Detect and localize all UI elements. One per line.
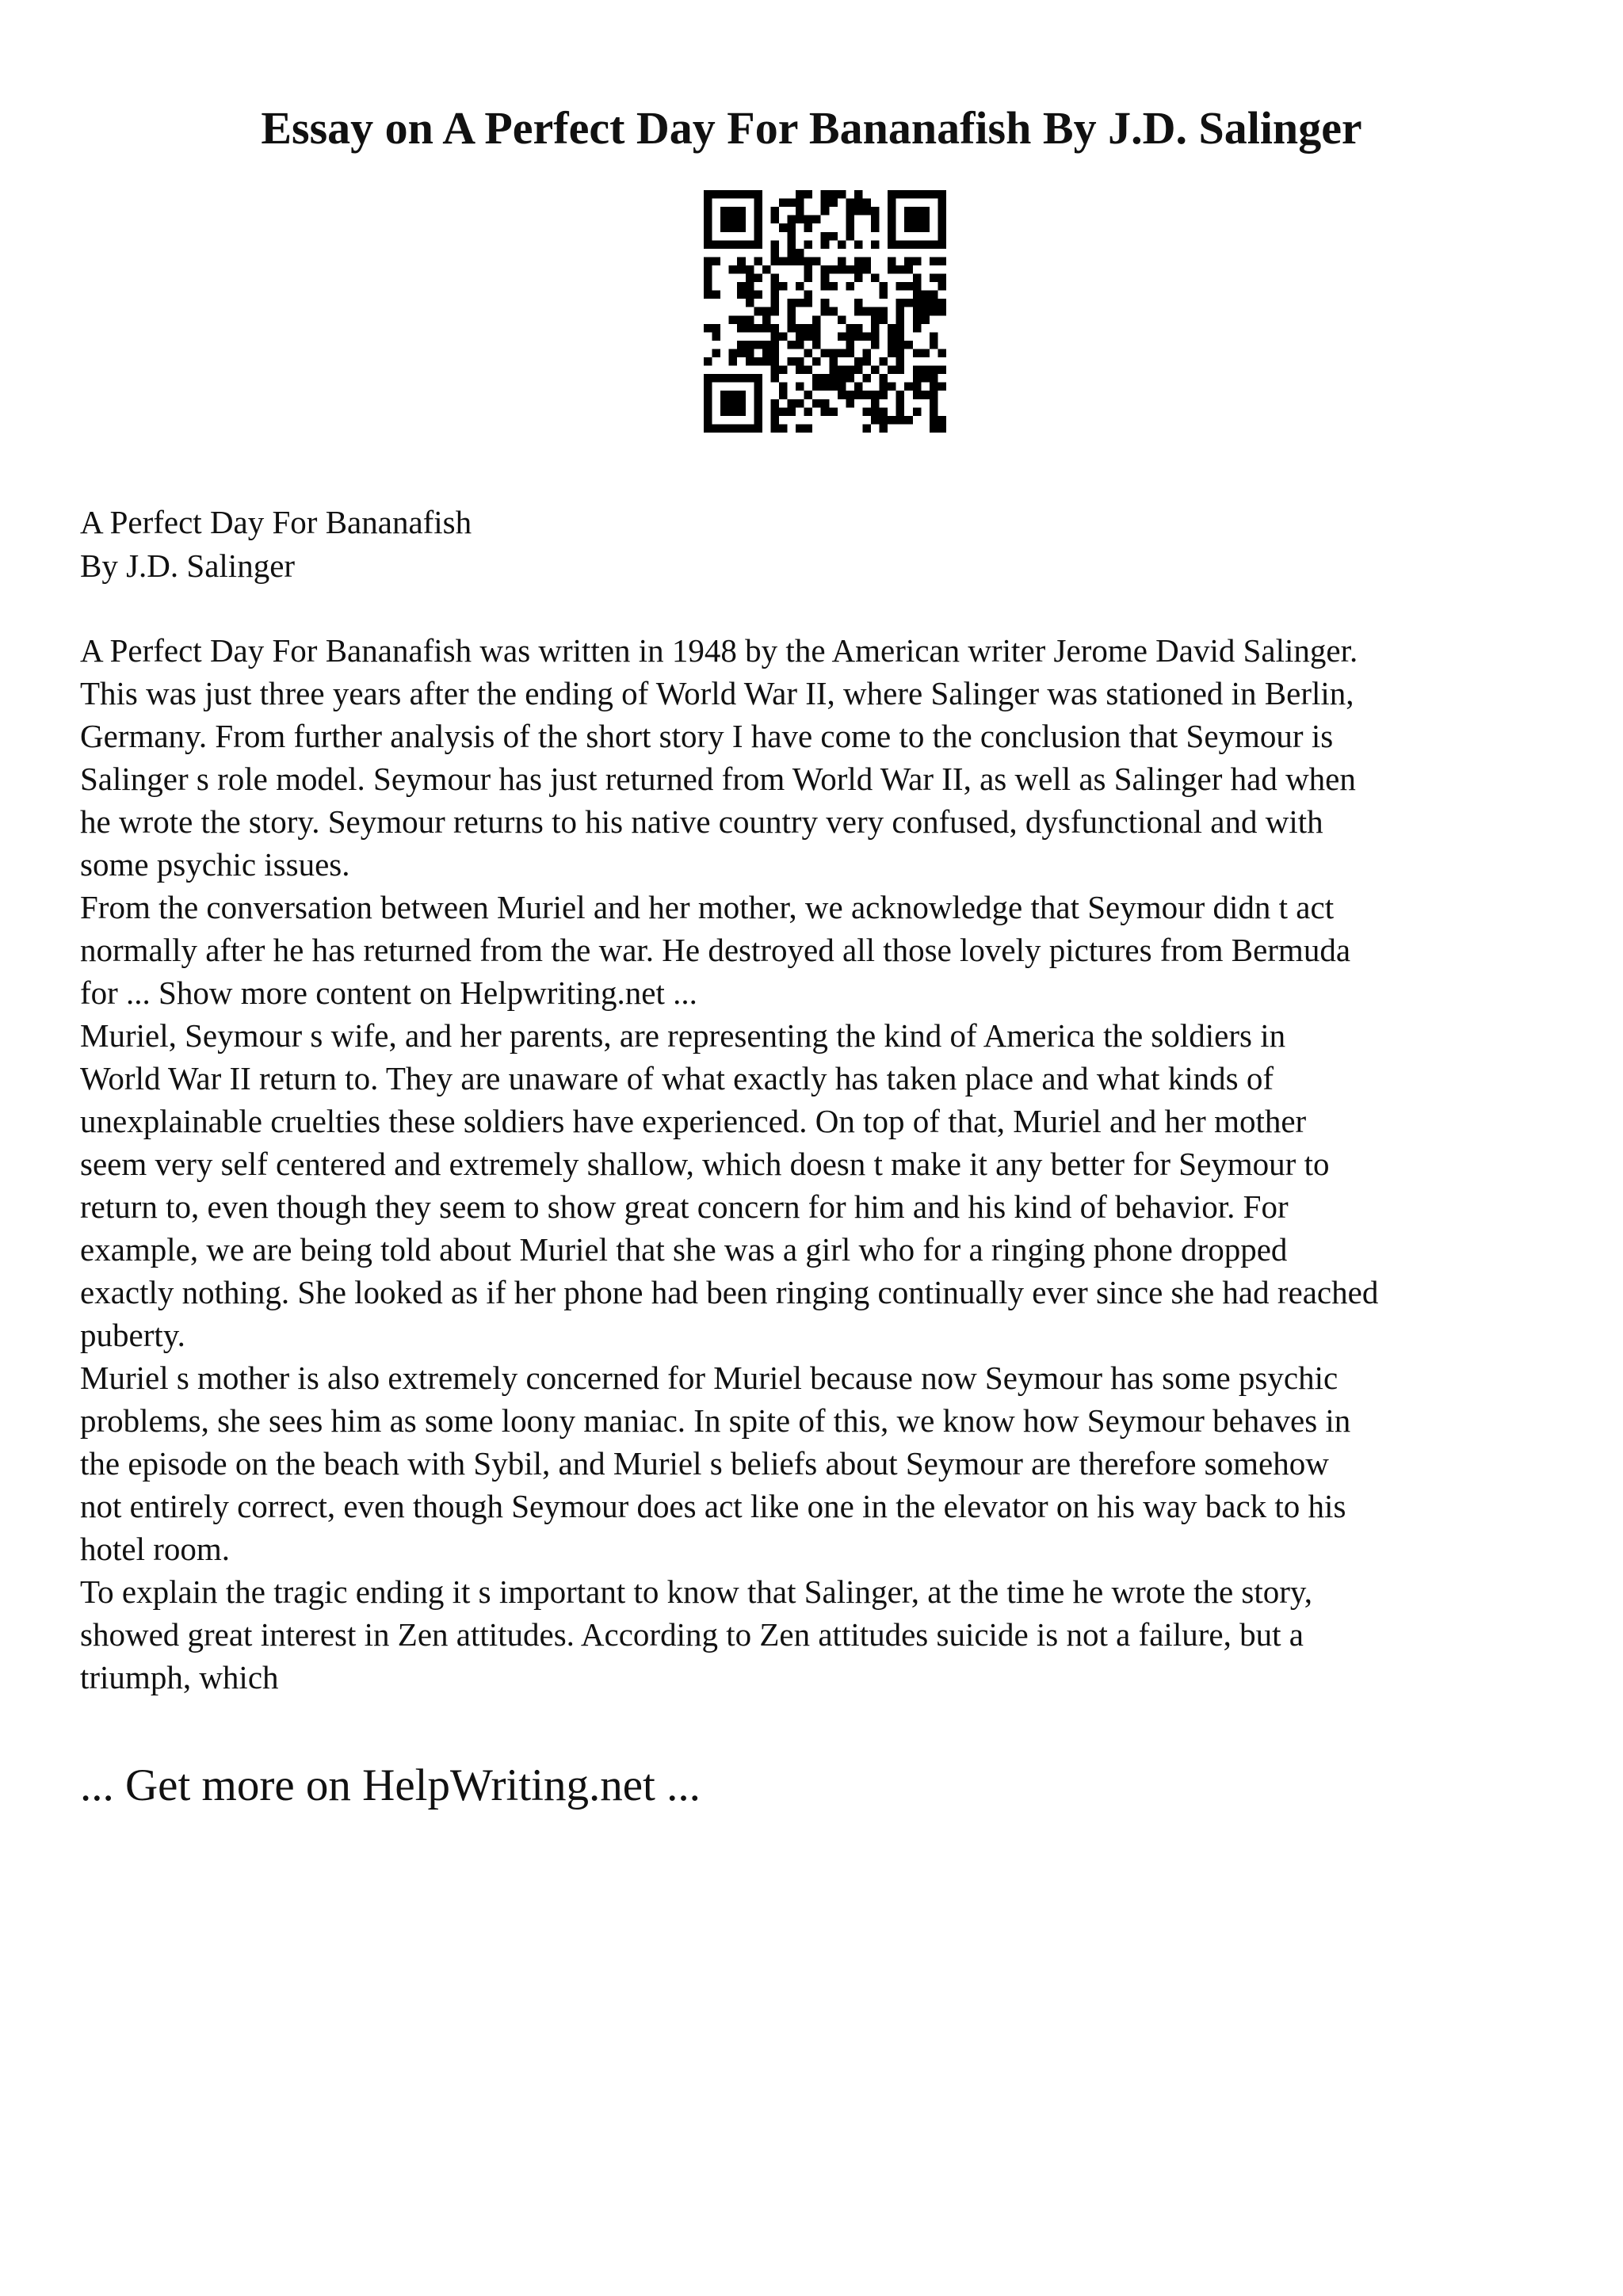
text-line: Muriel s mother is also extremely concerned for Muriel because now Seymour has some psychic: [80, 1360, 1338, 1396]
text-line: puberty.: [80, 1317, 185, 1353]
paragraph: [80, 1356, 1570, 1570]
paragraph: [80, 629, 1570, 886]
text-line: Muriel, Seymour s wife, and her parents, are representing the kind of America the soldiers in: [80, 1017, 1286, 1054]
text-line: From the conversation between Muriel and her mother, we acknowledge that Seymour didn t act: [80, 889, 1335, 925]
text-line: World War II return to. They are unaware of what exactly has taken place and what kinds of: [80, 1060, 1274, 1097]
paragraph: [80, 1014, 1570, 1356]
text-line: A Perfect Day For Bananafish was written in 1948 by the American writer Jerome David Salinger.: [80, 632, 1358, 669]
text-line: problems, she sees him as some loony maniac. In spite of this, we know how Seymour behaves in: [80, 1402, 1351, 1439]
essay-body: [80, 629, 1570, 1699]
text-line: showed great interest in Zen attitudes. According to Zen attitudes suicide is not a failure, but a: [80, 1616, 1304, 1653]
text-line: seem very self centered and extremely shallow, which doesn t make it any better for Seymour to: [80, 1146, 1330, 1182]
text-line: unexplainable cruelties these soldiers have experienced. On top of that, Muriel and her mother: [80, 1103, 1307, 1139]
text-line: normally after he has returned from the war. He destroyed all those lovely pictures from Bermuda: [80, 932, 1351, 968]
text-line: return to, even though they seem to show great concern for him and his kind of behavior. For: [80, 1188, 1289, 1225]
text-line: for ... Show more content on Helpwriting.net ...: [80, 974, 697, 1011]
story-heading: [80, 501, 472, 588]
story-title: A Perfect Day For Bananafish: [80, 504, 472, 540]
qr-code-icon: [704, 190, 946, 433]
text-line: hotel room.: [80, 1531, 231, 1567]
paragraph: [80, 886, 1570, 1014]
document-title: Essay on A Perfect Day For Bananafish By J.D. Salinger: [261, 102, 1362, 154]
text-line: This was just three years after the ending of World War II, where Salinger was stationed in Berlin,: [80, 675, 1354, 711]
text-line: Germany. From further analysis of the short story I have come to the conclusion that Seymour is: [80, 718, 1334, 754]
text-line: not entirely correct, even though Seymour does act like one in the elevator on his way back to his: [80, 1488, 1346, 1524]
text-line: example, we are being told about Muriel that she was a girl who for a ringing phone dropped: [80, 1231, 1288, 1268]
text-line: the episode on the beach with Sybil, and Muriel s beliefs about Seymour are therefore somehow: [80, 1445, 1329, 1482]
text-line: he wrote the story. Seymour returns to his native country very confused, dysfunctional and with: [80, 803, 1323, 840]
get-more-link[interactable]: ... Get more on HelpWriting.net ...: [80, 1760, 701, 1810]
text-line: some psychic issues.: [80, 846, 350, 883]
paragraph: [80, 1570, 1570, 1699]
story-author: By J.D. Salinger: [80, 547, 296, 584]
text-line: triumph, which: [80, 1659, 279, 1695]
text-line: To explain the tragic ending it s important to know that Salinger, at the time he wrote the story,: [80, 1573, 1313, 1610]
text-line: exactly nothing. She looked as if her phone had been ringing continually ever since she had reached: [80, 1274, 1379, 1310]
text-line: Salinger s role model. Seymour has just returned from World War II, as well as Salinger had when: [80, 761, 1356, 797]
